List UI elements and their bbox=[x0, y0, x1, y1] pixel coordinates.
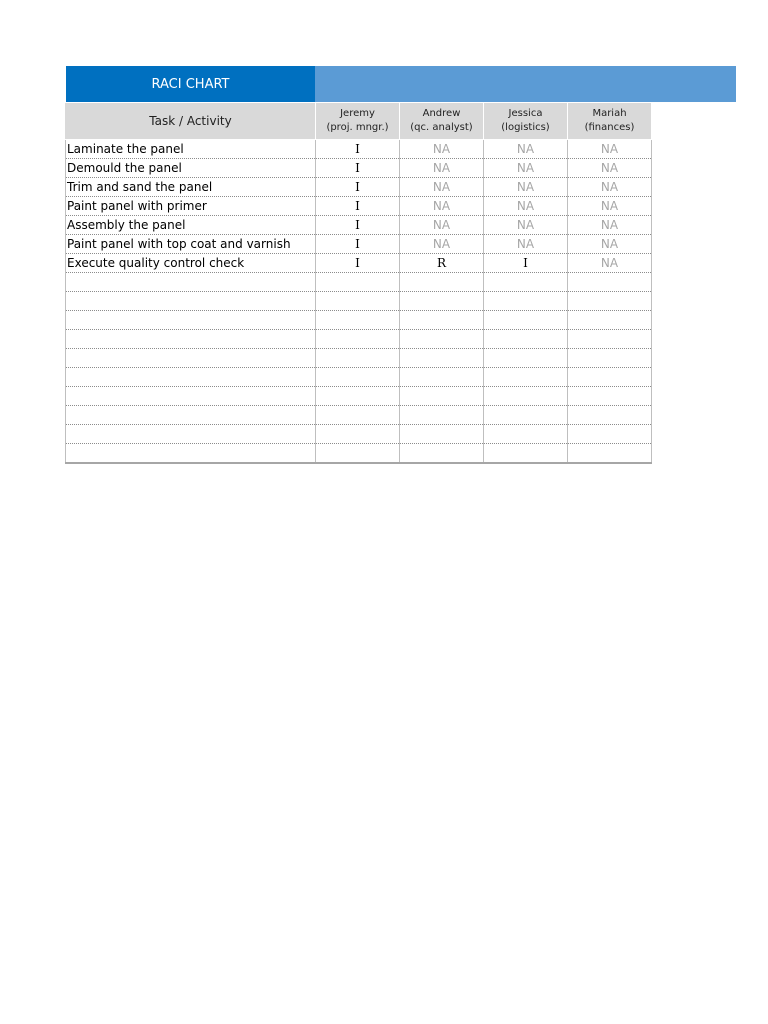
task-cell[interactable]: Assembly the panel bbox=[66, 216, 316, 235]
table-row bbox=[66, 330, 652, 349]
raci-value-cell[interactable] bbox=[400, 311, 484, 330]
raci-value-cell[interactable]: NA bbox=[568, 216, 652, 235]
raci-value-cell[interactable]: NA bbox=[484, 140, 568, 159]
raci-value-cell[interactable]: NA bbox=[400, 197, 484, 216]
person-role: (proj. mngr.) bbox=[326, 122, 389, 133]
task-cell[interactable]: Paint panel with top coat and varnish bbox=[66, 235, 316, 254]
raci-value-cell[interactable] bbox=[568, 311, 652, 330]
table-row bbox=[66, 197, 652, 216]
raci-value-cell[interactable] bbox=[400, 387, 484, 406]
raci-value-cell[interactable] bbox=[568, 406, 652, 425]
raci-value-cell[interactable] bbox=[316, 273, 400, 292]
table-row bbox=[66, 349, 652, 368]
table-row bbox=[66, 368, 652, 387]
raci-value-cell[interactable] bbox=[568, 273, 652, 292]
raci-value-cell[interactable] bbox=[484, 330, 568, 349]
raci-chart-title: RACI CHART bbox=[66, 66, 315, 102]
raci-value-cell[interactable]: NA bbox=[484, 235, 568, 254]
task-cell[interactable]: Execute quality control check bbox=[66, 254, 316, 273]
raci-value-cell[interactable] bbox=[316, 349, 400, 368]
table-header-row bbox=[66, 103, 652, 140]
table-row bbox=[66, 292, 652, 311]
raci-value-cell[interactable] bbox=[568, 444, 652, 463]
task-cell[interactable] bbox=[66, 387, 316, 406]
raci-value-cell[interactable] bbox=[568, 425, 652, 444]
task-cell[interactable] bbox=[66, 425, 316, 444]
raci-value-cell[interactable]: NA bbox=[400, 216, 484, 235]
person-role: (qc. analyst) bbox=[410, 122, 473, 133]
title-band bbox=[315, 66, 736, 102]
table-row bbox=[66, 387, 652, 406]
raci-value-cell[interactable]: NA bbox=[484, 216, 568, 235]
raci-value-cell[interactable]: NA bbox=[484, 178, 568, 197]
person-header-jessica bbox=[484, 103, 568, 140]
raci-table-body bbox=[66, 140, 652, 463]
raci-value-cell[interactable] bbox=[400, 425, 484, 444]
raci-value-cell[interactable] bbox=[316, 387, 400, 406]
raci-value-cell[interactable] bbox=[484, 406, 568, 425]
raci-value-cell[interactable] bbox=[316, 330, 400, 349]
task-cell[interactable]: Trim and sand the panel bbox=[66, 178, 316, 197]
raci-value-cell[interactable]: I bbox=[316, 178, 400, 197]
raci-value-cell[interactable] bbox=[484, 349, 568, 368]
raci-value-cell[interactable] bbox=[568, 292, 652, 311]
table-row bbox=[66, 406, 652, 425]
raci-value-cell[interactable]: NA bbox=[400, 159, 484, 178]
raci-value-cell[interactable] bbox=[316, 406, 400, 425]
raci-value-cell[interactable]: I bbox=[316, 140, 400, 159]
raci-value-cell[interactable] bbox=[568, 349, 652, 368]
raci-value-cell[interactable] bbox=[484, 292, 568, 311]
task-cell[interactable] bbox=[66, 444, 316, 463]
raci-value-cell[interactable] bbox=[484, 387, 568, 406]
person-role: (finances) bbox=[584, 122, 635, 133]
raci-value-cell[interactable]: NA bbox=[400, 178, 484, 197]
task-cell[interactable] bbox=[66, 406, 316, 425]
raci-value-cell[interactable] bbox=[484, 273, 568, 292]
task-cell[interactable] bbox=[66, 292, 316, 311]
raci-value-cell[interactable] bbox=[484, 311, 568, 330]
table-row bbox=[66, 311, 652, 330]
task-cell[interactable] bbox=[66, 330, 316, 349]
person-header-jeremy bbox=[316, 103, 400, 140]
raci-value-cell[interactable]: NA bbox=[568, 235, 652, 254]
task-cell[interactable]: Paint panel with primer bbox=[66, 197, 316, 216]
table-row bbox=[66, 273, 652, 292]
person-name: Jessica bbox=[508, 108, 543, 119]
raci-value-cell[interactable] bbox=[400, 273, 484, 292]
person-header-mariah bbox=[568, 103, 652, 140]
raci-value-cell[interactable] bbox=[568, 387, 652, 406]
table-row bbox=[66, 159, 652, 178]
raci-value-cell[interactable] bbox=[400, 406, 484, 425]
raci-value-cell[interactable]: I bbox=[316, 197, 400, 216]
person-role: (logistics) bbox=[501, 122, 550, 133]
raci-value-cell[interactable]: I bbox=[316, 159, 400, 178]
raci-value-cell[interactable]: R bbox=[400, 254, 484, 273]
raci-value-cell[interactable]: I bbox=[484, 254, 568, 273]
person-name: Mariah bbox=[592, 108, 627, 119]
raci-value-cell[interactable] bbox=[316, 368, 400, 387]
raci-value-cell[interactable] bbox=[400, 444, 484, 463]
raci-value-cell[interactable]: I bbox=[316, 235, 400, 254]
raci-value-cell[interactable] bbox=[484, 425, 568, 444]
task-cell[interactable]: Demould the panel bbox=[66, 159, 316, 178]
table-row bbox=[66, 444, 652, 463]
table-row bbox=[66, 235, 652, 254]
raci-value-cell[interactable] bbox=[316, 311, 400, 330]
table-row bbox=[66, 178, 652, 197]
task-cell[interactable]: Laminate the panel bbox=[66, 140, 316, 159]
raci-value-cell[interactable]: NA bbox=[568, 197, 652, 216]
raci-value-cell[interactable]: NA bbox=[400, 235, 484, 254]
raci-value-cell[interactable] bbox=[400, 349, 484, 368]
task-cell[interactable] bbox=[66, 311, 316, 330]
raci-value-cell[interactable] bbox=[316, 292, 400, 311]
raci-value-cell[interactable]: NA bbox=[484, 159, 568, 178]
table-row bbox=[66, 140, 652, 159]
table-row bbox=[66, 254, 652, 273]
table-row bbox=[66, 425, 652, 444]
raci-value-cell[interactable]: NA bbox=[484, 197, 568, 216]
raci-value-cell[interactable]: I bbox=[316, 254, 400, 273]
raci-value-cell[interactable]: I bbox=[316, 216, 400, 235]
raci-value-cell[interactable] bbox=[484, 368, 568, 387]
raci-value-cell[interactable] bbox=[400, 330, 484, 349]
raci-value-cell[interactable] bbox=[568, 368, 652, 387]
person-name: Andrew bbox=[422, 108, 461, 119]
raci-value-cell[interactable]: NA bbox=[568, 140, 652, 159]
task-cell[interactable] bbox=[66, 273, 316, 292]
task-activity-header: Task / Activity bbox=[66, 103, 316, 140]
raci-value-cell[interactable] bbox=[316, 425, 400, 444]
raci-value-cell[interactable]: NA bbox=[568, 254, 652, 273]
task-cell[interactable] bbox=[66, 349, 316, 368]
raci-value-cell[interactable] bbox=[400, 292, 484, 311]
raci-value-cell[interactable] bbox=[568, 330, 652, 349]
raci-value-cell[interactable]: NA bbox=[400, 140, 484, 159]
raci-value-cell[interactable]: NA bbox=[568, 178, 652, 197]
table-row bbox=[66, 216, 652, 235]
raci-value-cell[interactable] bbox=[400, 368, 484, 387]
task-cell[interactable] bbox=[66, 368, 316, 387]
raci-table bbox=[65, 102, 652, 464]
person-name: Jeremy bbox=[340, 108, 375, 119]
person-header-andrew bbox=[400, 103, 484, 140]
raci-value-cell[interactable]: NA bbox=[568, 159, 652, 178]
raci-value-cell[interactable] bbox=[484, 444, 568, 463]
raci-value-cell[interactable] bbox=[316, 444, 400, 463]
